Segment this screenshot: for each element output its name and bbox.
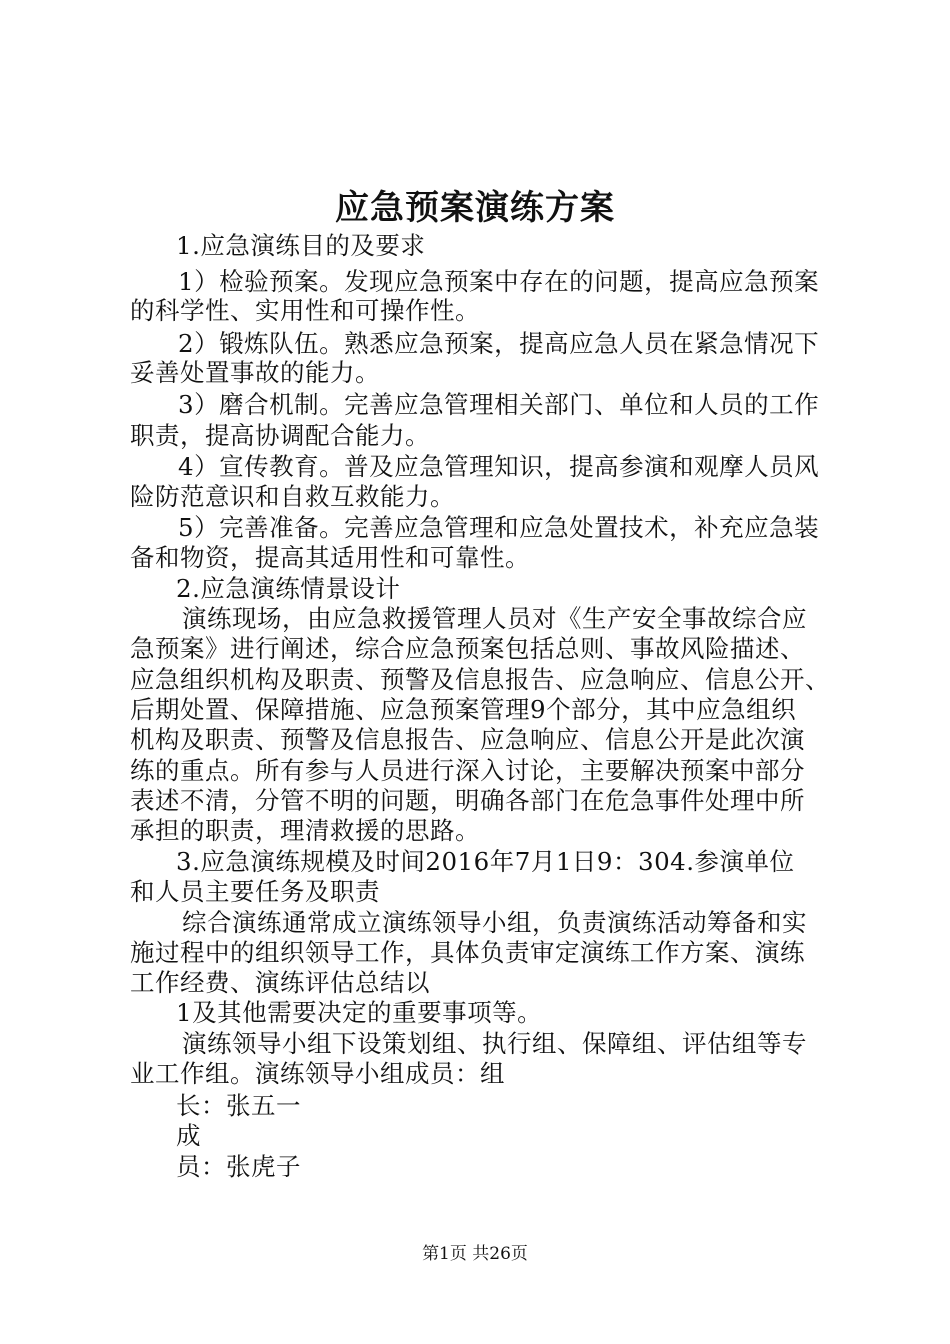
text-line: 备和物资，提高其适用性和可靠性。 (130, 543, 530, 572)
text-line: 表述不清，分管不明的问题，明确各部门在危急事件处理中所 (130, 786, 805, 815)
text-line: 职责，提高协调配合能力。 (130, 421, 430, 450)
text-line: 员：张虎子 (176, 1152, 301, 1181)
text-line: 2）锻炼队伍。熟悉应急预案，提高应急人员在紧急情况下 (178, 329, 820, 358)
text-line: 演练现场，由应急救援管理人员对《生产安全事故综合应 (182, 604, 807, 633)
text-line: 急预案》进行阐述，综合应急预案包括总则、事故风险描述、 (130, 634, 805, 663)
text-line: 险防范意识和自救互救能力。 (130, 482, 455, 511)
text-line: 施过程中的组织领导工作，具体负责审定演练工作方案、演练 (130, 938, 805, 967)
text-line: 成 (176, 1121, 201, 1150)
text-line: 1及其他需要决定的重要事项等。 (176, 998, 543, 1027)
text-line: 长：张五一 (176, 1091, 301, 1120)
text-line: 应急组织机构及职责、预警及信息报告、应急响应、信息公开、 (130, 665, 830, 694)
text-line: 练的重点。所有参与人员进行深入讨论，主要解决预案中部分 (130, 756, 805, 785)
text-line: 3.应急演练规模及时间2016年7月1日9：304.参演单位 (176, 847, 795, 876)
text-line: 机构及职责、预警及信息报告、应急响应、信息公开是此次演 (130, 725, 805, 754)
text-line: 的科学性、实用性和可操作性。 (130, 296, 480, 325)
document-title: 应急预案演练方案 (335, 188, 615, 228)
text-line: 4）宣传教育。普及应急管理知识，提高参演和观摩人员风 (178, 452, 820, 481)
page-number-footer: 第1页 共26页 (422, 1244, 528, 1264)
text-line: 承担的职责，理清救援的思路。 (130, 816, 480, 845)
text-line: 2.应急演练情景设计 (176, 574, 401, 603)
text-line: 业工作组。演练领导小组成员：组 (130, 1059, 505, 1088)
text-line: 综合演练通常成立演练领导小组，负责演练活动筹备和实 (182, 908, 807, 937)
text-line: 工作经费、演练评估总结以 (130, 968, 430, 997)
text-line: 5）完善准备。完善应急管理和应急处置技术，补充应急装 (178, 513, 820, 542)
text-line: 后期处置、保障措施、应急预案管理9个部分，其中应急组织 (130, 695, 797, 724)
text-line: 妥善处置事故的能力。 (130, 358, 380, 387)
text-line: 1）检验预案。发现应急预案中存在的问题，提高应急预案 (178, 267, 820, 296)
text-line: 1.应急演练目的及要求 (176, 231, 426, 260)
text-line: 演练领导小组下设策划组、执行组、保障组、评估组等专 (182, 1029, 807, 1058)
text-line: 和人员主要任务及职责 (130, 877, 380, 906)
text-line: 3）磨合机制。完善应急管理相关部门、单位和人员的工作 (178, 390, 820, 419)
